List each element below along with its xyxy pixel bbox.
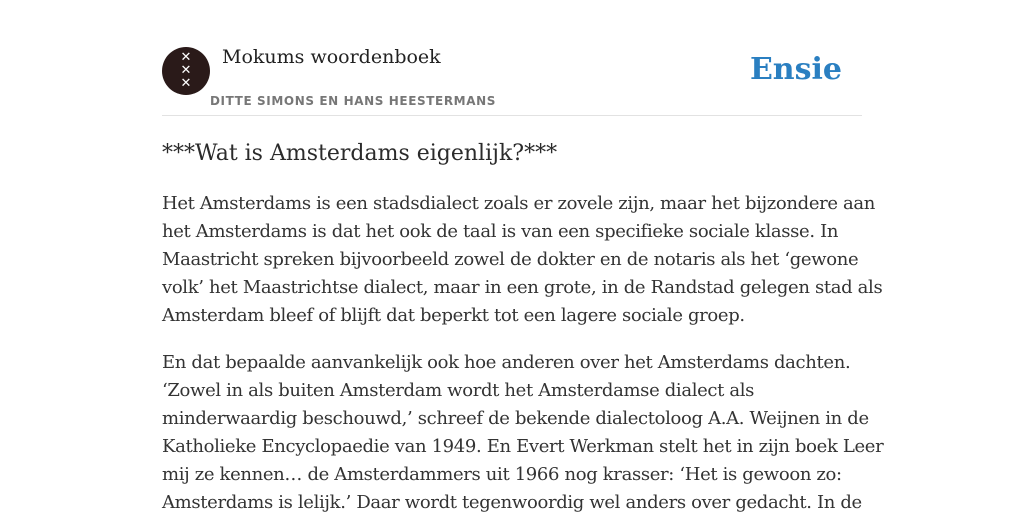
paragraph-line: ‘Zowel in als buiten Amsterdam wordt het Amsterdamse dialect als <box>162 380 755 401</box>
paragraph-line: Amsterdams is lelijk.’ Daar wordt tegenwoordig wel anders over gedacht. In de <box>162 492 862 512</box>
cross-icon: ✕ <box>180 76 192 91</box>
paragraph-line: Maastricht spreken bijvoorbeeld zowel de dokter en de notaris als het ‘gewone <box>162 249 859 270</box>
article-content <box>162 138 884 512</box>
paragraph-line: Het Amsterdams is een stadsdialect zoals er zovele zijn, maar het bijzondere aan <box>162 193 876 214</box>
authors: DITTE SIMONS EN HANS HEESTERMANS <box>210 94 496 108</box>
amsterdam-crosses-logo-icon[interactable] <box>162 47 210 95</box>
cross-icon: ✕ <box>180 50 192 65</box>
brand-logo[interactable]: Ensie <box>749 52 842 87</box>
paragraph-1 <box>162 190 883 330</box>
cross-icon: ✕ <box>180 63 192 78</box>
paragraph-line: En dat bepaalde aanvankelijk ook hoe anderen over het Amsterdams dachten. <box>162 352 851 373</box>
article-title: ***Wat is Amsterdams eigenlijk?*** <box>162 141 558 166</box>
paragraph-line: minderwaardig beschouwd,’ schreef de bekende dialectoloog A.A. Weijnen in de <box>162 408 869 429</box>
paragraph-line: mij ze kennen… de Amsterdammers uit 1966 nog krasser: ‘Het is gewoon zo: <box>162 464 842 485</box>
paragraph-line: het Amsterdams is dat het ook de taal is van een specifieke sociale klasse. In <box>162 221 839 242</box>
paragraph-line: Katholieke Encyclopaedie van 1949. En Evert Werkman stelt het in zijn boek Leer <box>162 436 884 457</box>
header <box>162 44 862 116</box>
paragraph-line: Amsterdam bleef of blijft dat beperkt tot een lagere sociale groep. <box>162 305 745 326</box>
paragraph-line: volk’ het Maastrichtse dialect, maar in een grote, in de Randstad gelegen stad als <box>162 277 883 298</box>
site-name[interactable]: Mokums woordenboek <box>222 46 441 68</box>
paragraph-2 <box>162 349 884 512</box>
